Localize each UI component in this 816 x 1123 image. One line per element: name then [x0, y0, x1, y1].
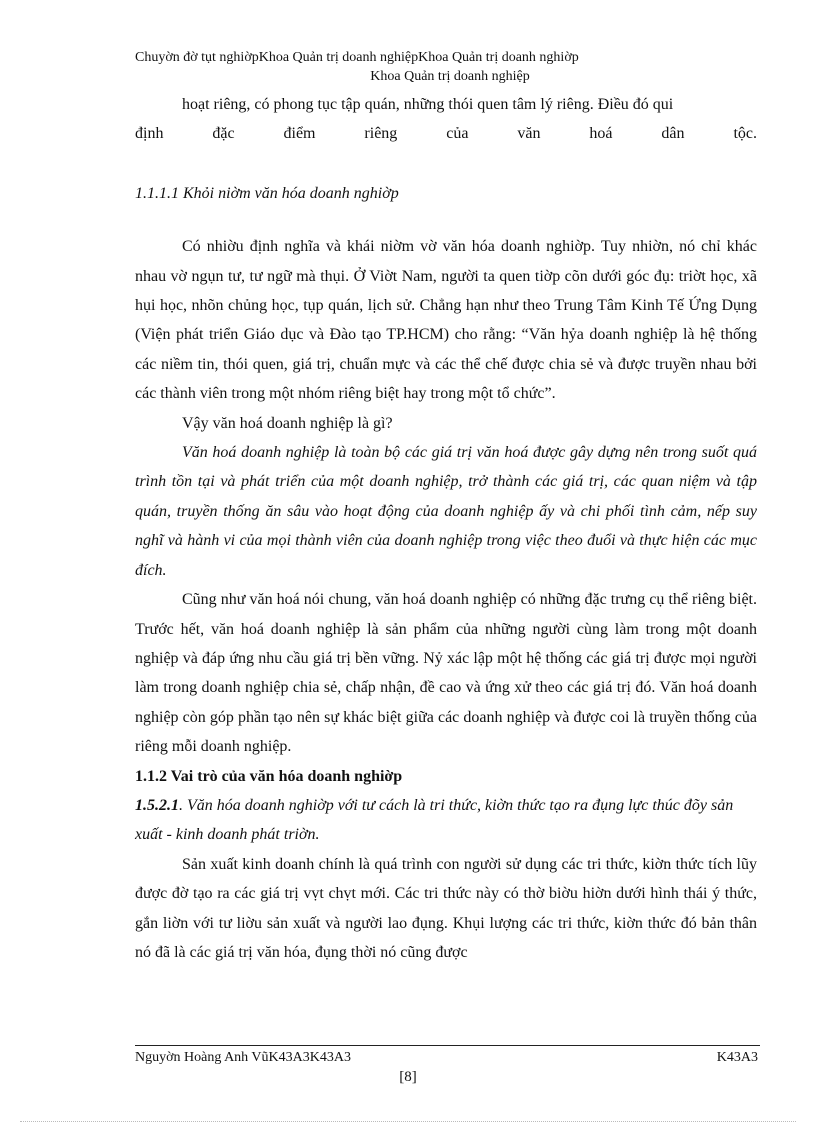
page-boundary — [20, 1121, 796, 1122]
subsection-heading-1521 — [135, 791, 757, 850]
paragraph-production: Sản xuất kinh doanh chính là quá trình con người sử dụng các tri thức, kiờn thức tích lũy được đờ tạo ra các giá trị vṿt chṿt mới. Các tri thức này có thờ biờu hiờn dưới hình thái ý thức, gắn liờn với tư liờu sản xuất và người lao đụng. Khụi lượng các tri thức, kiờn thức đó bản thân nó đã là các giá trị văn hóa, đụng thời nó cũng được — [135, 855, 757, 961]
paragraph-continuation-line-1: hoạt riêng, có phong tục tập quán, những thói quen tâm lý riêng. Điều đó qui — [182, 96, 674, 113]
paragraph-definitions: Có nhiờu định nghĩa và khái niờm vờ văn hóa doanh nghiờp. Tuy nhiờn, nó chỉ khác nhau vờ ngụn tư, tư ngữ mà thụi. Ở Viờt Nam, người ta quen tiờp cõn dưới góc đụ: triờt học, xã hụi học, nhõn chủng học, tụp quán, lịch sử. Chẳng hạn như theo Trung Tâm Kinh Tế Ứng Dụng (Viện phát triển Giáo dục và Đào tạo TP.HCM) cho rằng: “Văn hỷa doanh nghiệp là hệ thống các niềm tin, thói quen, giá trị, chuẩn mực và các thể chế được chia sẻ và được truyền nhau bởi các thành viên trong một nhóm riêng biệt hay trong một tổ chức”. — [135, 238, 757, 403]
header-line-1: Chuyờn đờ tụt nghiờpKhoa Quản trị doanh nghiệpKhoa Quản trị doanh nghiờp — [135, 50, 579, 65]
header-line-2: Khoa Quản trị doanh nghiệp — [370, 69, 530, 84]
subsection-number: 1.5.2.1 — [135, 796, 179, 814]
footer-divider — [135, 1045, 760, 1046]
page-number: [8] — [399, 1069, 417, 1085]
running-header — [135, 48, 765, 86]
footer-author: Nguyờn Hoàng Anh VũK43A3K43A3 — [135, 1050, 351, 1065]
document-body — [135, 90, 757, 967]
paragraph-continuation-line-2: định đặc điểm riêng của văn hoá dân tộc. — [135, 125, 757, 143]
paragraph-characteristics: Cũng như văn hoá nói chung, văn hoá doanh nghiệp có những đặc trưng cụ thể riêng biệt. Trước hết, văn hoá doanh nghiệp là sản phẩm của những người cùng làm trong một doanh nghiệp và đáp ứng nhu cầu giá trị bền vững. Nỷ xác lập một hệ thống các giá trị được mọi người làm trong doanh nghiệp chia sẻ, chấp nhận, đề cao và ứng xử theo các giá trị đó. Văn hoá doanh nghiệp còn góp phần tạo nên sự khác biệt giữa các doanh nghiệp và được coi là truyền thống của riêng mỗi doanh nghiệp. — [135, 591, 757, 756]
subsection-title: . Văn hóa doanh nghiờp với tư cách là tri thức, kiờn thức tạo ra đụng lực thúc đõy sản xuất - kinh doanh phát triờn. — [135, 796, 734, 844]
footer-class: K43A3 — [716, 1050, 758, 1065]
section-heading-112: 1.1.2 Vai trò của văn hóa doanh nghiờp — [135, 767, 403, 785]
paragraph-question: Vậy văn hoá doanh nghiệp là gì? — [182, 414, 393, 432]
section-heading-1111: 1.1.1.1 Khỏi niờm văn hóa doanh nghiờp — [135, 184, 399, 202]
paragraph-definition-italic: Văn hoá doanh nghiệp là toàn bộ các giá trị văn hoá được gây dựng nên trong suốt quá trình tồn tại và phát triển của một doanh nghiệp, trở thành các giá trị, các quan niệm và tập quán, truyền thống ăn sâu vào hoạt động của doanh nghiệp ấy và chi phối tình cảm, nếp suy nghĩ và hành vi của mọi thành viên của doanh nghiệp trong việc theo đuổi và thực hiện các mục đích. — [135, 444, 757, 579]
